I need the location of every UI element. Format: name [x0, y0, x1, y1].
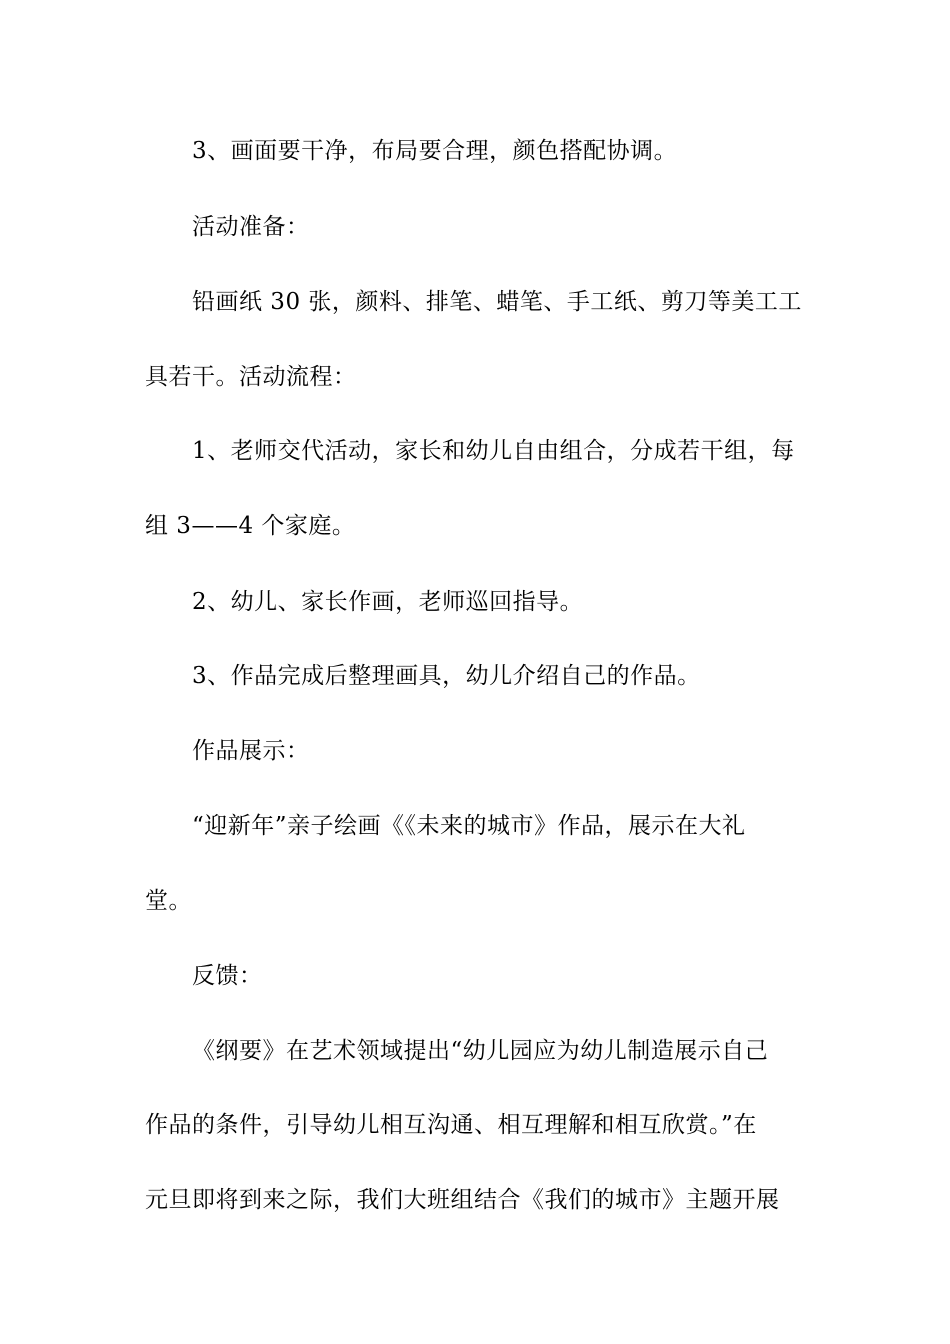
- paragraph-line: 2、幼儿、家长作画，老师巡回指导。: [192, 589, 584, 615]
- paragraph-line: 3、作品完成后整理画具，幼儿介绍自己的作品。: [192, 663, 701, 689]
- paragraph-line: 《纲要》在艺术领域提出“幼儿园应为幼儿制造展示自己: [192, 1038, 769, 1064]
- section-heading: 作品展示：: [192, 738, 310, 764]
- paragraph-line: 3、画面要干净，布局要合理，颜色搭配协调。: [192, 138, 678, 164]
- paragraph-line: 元旦即将到来之际，我们大班组结合《我们的城市》主题开展: [145, 1187, 780, 1213]
- section-heading: 反馈：: [192, 963, 263, 989]
- paragraph-line: “迎新年”亲子绘画《《未来的城市》作品，展示在大礼: [192, 813, 746, 839]
- paragraph-line: 铅画纸 30 张，颜料、排笔、蜡笔、手工纸、剪刀等美工工: [192, 289, 802, 315]
- paragraph-line: 组 3——4 个家庭。: [145, 513, 356, 539]
- section-heading: 活动准备：: [192, 214, 310, 240]
- paragraph-line: 堂。: [145, 888, 192, 914]
- paragraph-line: 作品的条件，引导幼儿相互沟通、相互理解和相互欣赏。”在: [145, 1112, 757, 1138]
- paragraph-line: 具若干。活动流程：: [145, 364, 357, 390]
- paragraph-line: 1、老师交代活动，家长和幼儿自由组合，分成若干组，每: [192, 438, 795, 464]
